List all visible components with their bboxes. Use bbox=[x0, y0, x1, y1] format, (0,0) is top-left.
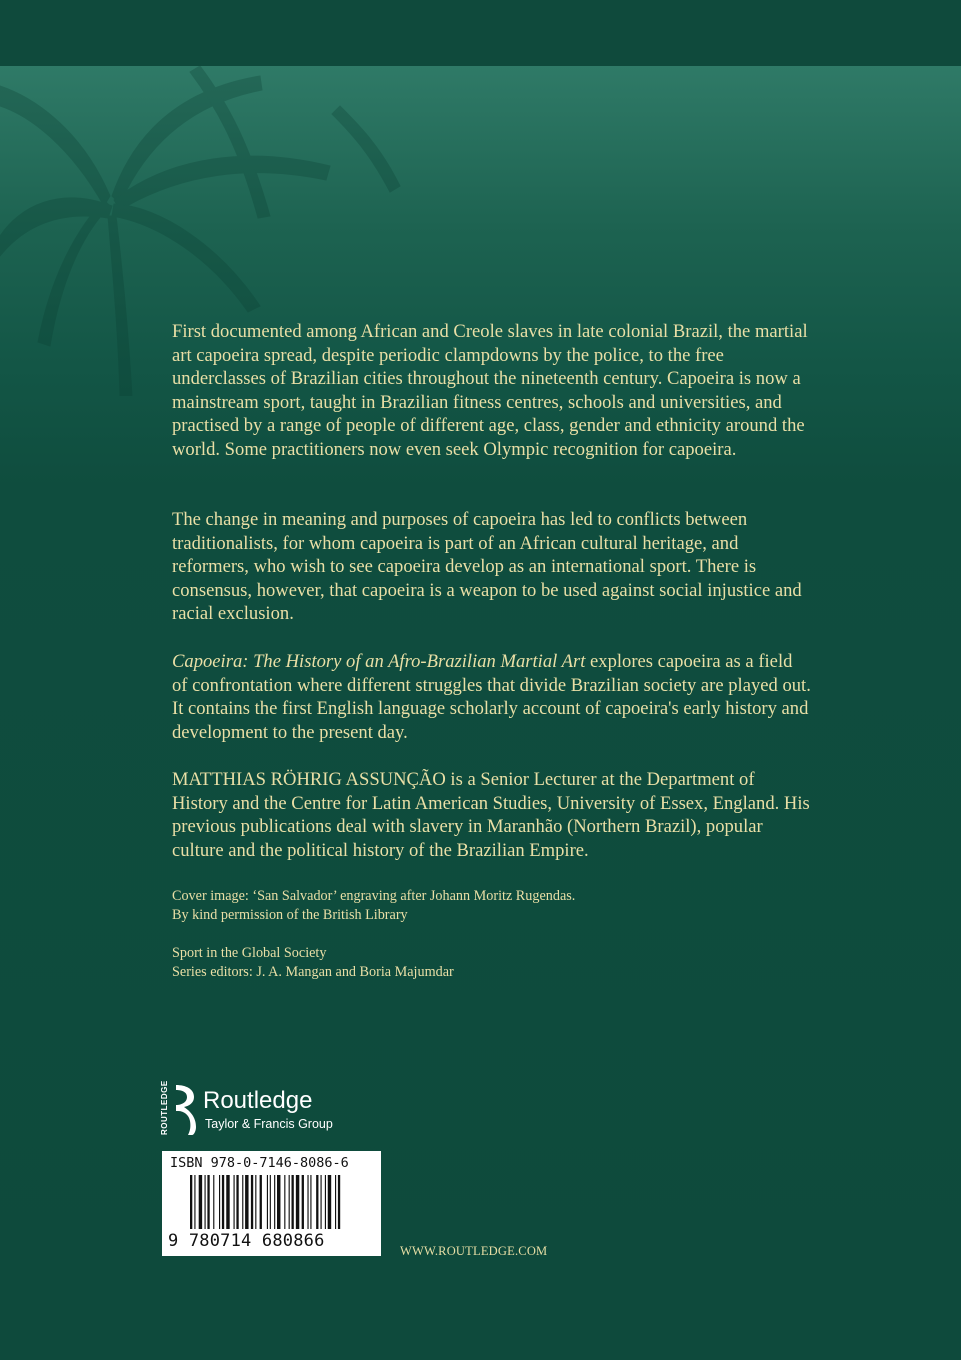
barcode-bar bbox=[260, 1175, 262, 1229]
barcode-bar bbox=[307, 1175, 308, 1229]
barcode-bar bbox=[226, 1175, 229, 1229]
author-name: MATTHIAS RÖHRIG ASSUNÇÃO bbox=[172, 769, 446, 790]
publisher-group: Taylor & Francis Group bbox=[205, 1117, 333, 1131]
barcode-bar bbox=[242, 1175, 243, 1229]
barcode-bar bbox=[274, 1175, 275, 1229]
barcode-bar bbox=[236, 1175, 238, 1229]
barcode-bar bbox=[222, 1175, 224, 1229]
author-bio-text: is a Senior Lecturer at the Department of History and the Centre for Latin American Studies, University of Essex, England. His previous publications deal with slavery in Maranhão (Northern Brazil), popular culture and the political history of the Brazilian Empire. bbox=[172, 769, 810, 861]
barcode-bar bbox=[321, 1175, 322, 1229]
publisher-website: WWW.ROUTLEDGE.COM bbox=[400, 1244, 548, 1258]
book-title: Capoeira: The History of an Afro-Brazilian Martial Art bbox=[172, 651, 586, 672]
barcode-bar bbox=[328, 1175, 331, 1229]
isbn-label: ISBN 978-0-7146-8086-6 bbox=[170, 1155, 349, 1171]
cover-image-line: Cover image: ‘San Salvador’ engraving after Johann Moritz Rugendas. bbox=[172, 888, 576, 904]
publisher-name: Routledge bbox=[203, 1087, 313, 1114]
routledge-r-mark-icon bbox=[174, 1083, 200, 1137]
cover-image-credit bbox=[172, 887, 812, 924]
barcode-bar bbox=[289, 1175, 290, 1229]
routledge-logo bbox=[160, 1080, 400, 1139]
barcode-bar bbox=[338, 1175, 340, 1229]
top-band bbox=[0, 0, 961, 66]
barcode-bar bbox=[194, 1175, 195, 1229]
barcode-bar bbox=[234, 1175, 235, 1229]
barcode-bar bbox=[245, 1175, 248, 1229]
barcode-bar bbox=[190, 1175, 192, 1229]
barcode-bar bbox=[267, 1175, 268, 1229]
barcode-bar bbox=[325, 1175, 326, 1229]
barcode-bar bbox=[277, 1175, 280, 1229]
logo-vertical-text: ROUTLEDGE bbox=[160, 1080, 169, 1135]
barcode-bar bbox=[335, 1175, 336, 1229]
ean-digits: 9 780714 680866 bbox=[168, 1231, 325, 1251]
barcode-bar bbox=[296, 1175, 299, 1229]
barcode-bar bbox=[207, 1175, 209, 1229]
barcode-bar bbox=[251, 1175, 253, 1229]
barcode-bar bbox=[284, 1175, 285, 1229]
description-paragraph-3 bbox=[172, 650, 812, 744]
isbn-barcode bbox=[162, 1151, 381, 1256]
barcode-bar bbox=[205, 1175, 206, 1229]
description-paragraph-1: First documented among African and Creole slaves in late colonial Brazil, the martial art capoeira spread, despite periodic clampdowns by the police, to the free underclasses of Brazilian cities throughout the nineteenth century. Capoeira is now a mainstream sport, taught in Brazilian fitness centres, schools and universities, and practised by a range of people of different age, class, gender and ethnicity around the world. Some practitioners now even seek Olympic recognition for capoeira. bbox=[172, 321, 808, 460]
barcode-bar bbox=[213, 1175, 214, 1229]
barcode-bar bbox=[310, 1175, 311, 1229]
description-paragraph-2: The change in meaning and purposes of capoeira has led to conflicts between traditionalists, for whom capoeira is part of an African cultural heritage, and reformers, who wish to see capoeira develop as an international sport. There is consensus, however, that capoeira is a weapon to be used against social injustice and racial exclusion. bbox=[172, 509, 802, 625]
author-bio-paragraph bbox=[172, 768, 812, 862]
permission-line: By kind permission of the British Library bbox=[172, 906, 408, 923]
barcode-bar bbox=[219, 1175, 220, 1229]
description-paragraph-3-text: explores capoeira as a field of confrontation where different struggles that divide Brazilian society are played out. It contains the first English language scholarly account of capoeira's early history and development to the present day. bbox=[172, 651, 811, 743]
series-info bbox=[172, 944, 812, 981]
barcode-bar bbox=[316, 1175, 318, 1229]
series-editors: Series editors: J. A. Mangan and Boria Majumdar bbox=[172, 963, 454, 980]
series-name: Sport in the Global Society bbox=[172, 945, 327, 961]
barcode-bar bbox=[270, 1175, 271, 1229]
barcode-bar bbox=[302, 1175, 304, 1229]
barcode-bar bbox=[292, 1175, 294, 1229]
barcode-bar bbox=[199, 1175, 202, 1229]
barcode-bar bbox=[255, 1175, 256, 1229]
